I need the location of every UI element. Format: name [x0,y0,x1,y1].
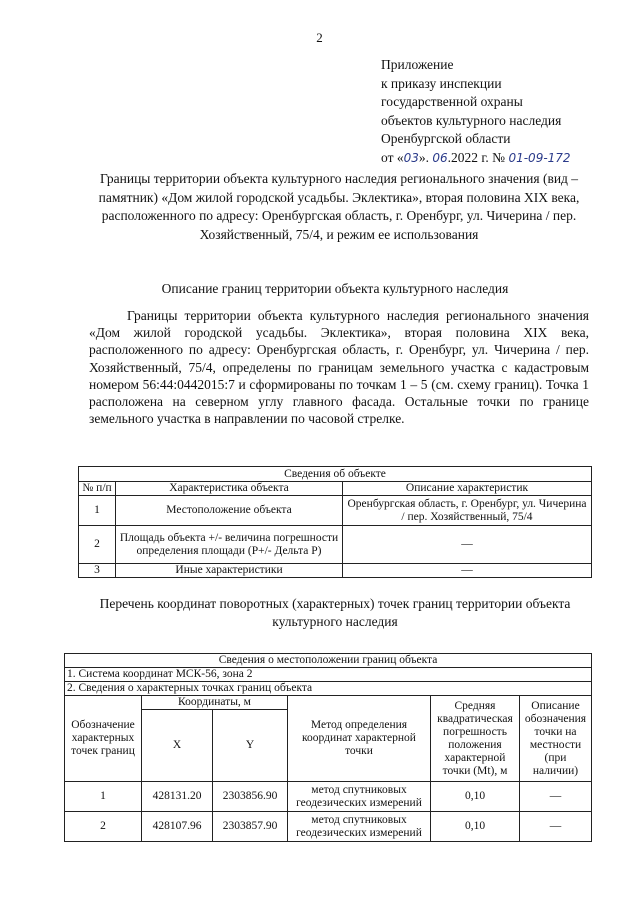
appendix-line: Оренбургской области [381,131,511,146]
table-row [79,526,592,564]
header-accuracy: Средняя квадратическая погрешность положения характерной точки (Mt), м [431,696,520,782]
coord-table-caption: Сведения о местоположении границ объекта [65,654,592,668]
coordinates-table [64,653,592,842]
row-feature: Площадь объекта +/- величина погрешности определения площади (Р+/- Дельта Р) [116,526,343,564]
point-y: 2303857.90 [213,812,288,842]
point-x: 428107.96 [142,812,213,842]
date-day: 03 [403,150,419,165]
points-caption: 2. Сведения о характерных точках границ объекта [65,682,592,696]
appendix-date-line [381,149,571,168]
row-feature: Местоположение объекта [116,496,343,526]
appendix-block [381,56,571,167]
date-prefix: от « [381,149,404,165]
point-id: 2 [65,812,142,842]
object-table-caption: Сведения об объекте [79,467,592,482]
object-header-feature: Характеристика объекта [116,482,343,496]
header-designation: Обозначение характерных точек границ [65,696,142,782]
table-row [65,812,592,842]
point-accuracy: 0,10 [431,782,520,812]
coordinates-title: Перечень координат поворотных (характерных) точек границ территории объекта культурного наследия [99,596,571,629]
object-header-value: Описание характеристик [343,482,592,496]
appendix-line: государственной охраны [381,94,523,109]
order-number: 01-09-172 [508,150,571,165]
description-paragraph: Границы территории объекта культурного наследия регионального значения «Дом жилой городской усадьбы. Эклектика», вторая половина XIX века, расположенного по адресу: Оренбургская область, г. Оренбург, ул. Чичерина / пер. Хозяйственный, 75/4, определены по границам земельного участка с кадастровым номером 56:44:0442015:7 и сформированы по точкам 1 – 5 (см. схему границ). Точка 1 расположена на северном углу главного фасада. Остальные точки по границе земельного участка в направлении по часовой стрелке. [89,308,589,427]
row-feature: Иные характеристики [116,564,343,578]
appendix-line: Приложение [381,57,454,72]
point-y: 2303856.90 [213,782,288,812]
table-row [79,496,592,526]
point-accuracy: 0,10 [431,812,520,842]
row-value: — [343,526,592,564]
point-id: 1 [65,782,142,812]
table-row [79,564,592,578]
header-coords: Координаты, м [142,696,288,710]
page-number: 2 [316,30,323,45]
point-x: 428131.20 [142,782,213,812]
point-description: — [520,812,592,842]
header-y: Y [213,710,288,782]
row-value: Оренбургская область, г. Оренбург, ул. Чичерина / пер. Хозяйственный, 75/4 [343,496,592,526]
appendix-line: объектов культурного наследия [381,112,562,128]
object-header-number: № п/п [79,482,116,496]
row-number: 3 [79,564,116,578]
row-number: 2 [79,526,116,564]
header-description: Описание обозначения точки на местности (при наличии) [520,696,592,782]
row-number: 1 [79,496,116,526]
date-suffix: .2022 г. № [447,149,506,165]
section-subtitle: Описание границ территории объекта культурного наследия [161,281,509,296]
coord-system: 1. Система координат МСК-56, зона 2 [65,668,592,682]
header-method: Метод определения координат характерной точки [288,696,431,782]
object-info-table [78,466,592,578]
table-row [65,782,592,812]
date-mid: ». [418,149,433,165]
point-method: метод спутниковых геодезических измерений [288,812,431,842]
appendix-line: к приказу инспекции [381,75,502,91]
point-method: метод спутниковых геодезических измерений [288,782,431,812]
date-month: 06 [432,150,448,165]
header-x: X [142,710,213,782]
document-title: Границы территории объекта культурного наследия регионального значения (вид – памятник) «Дом жилой городской усадьбы. Эклектика», вторая половина XIX века, расположенного по адресу: Оренбургская область, г. Оренбург, ул. Чичерина / пер. Хозяйственный, 75/4, и режим ее использования [98,171,580,242]
row-value: — [343,564,592,578]
point-description: — [520,782,592,812]
